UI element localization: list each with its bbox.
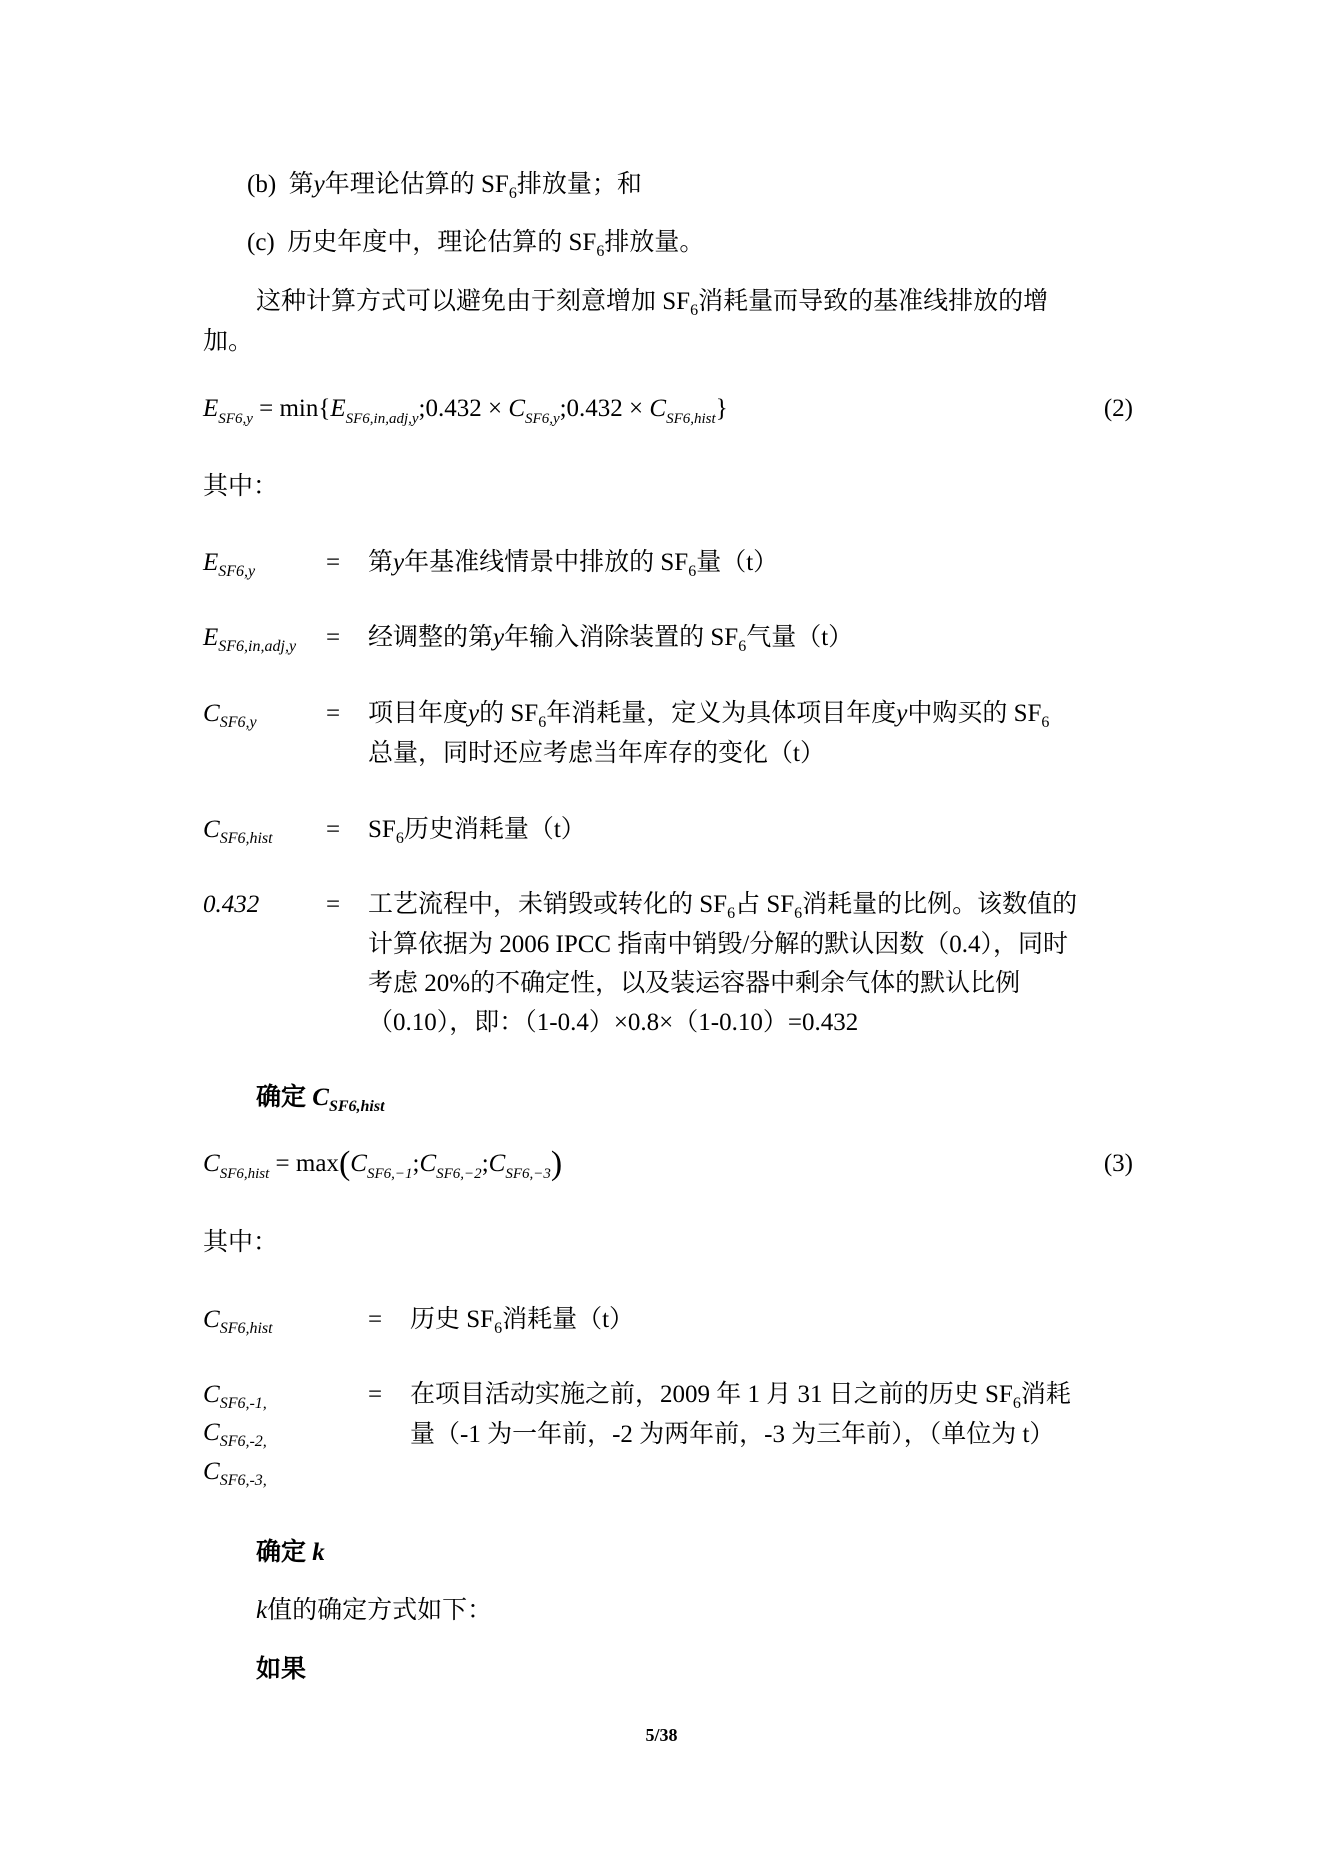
- item-label: (b): [247, 171, 277, 198]
- symbol: 0.432: [203, 891, 260, 918]
- symbol: $E_{SF6,in,adj,y}$: [203, 624, 297, 655]
- definition-text: 计算依据为 2006 IPCC 指南中销毁/分解的默认因数（0.4），同时: [368, 931, 1069, 958]
- item-label: (c): [247, 229, 275, 256]
- equals: =: [368, 1381, 383, 1408]
- symbol: $C_{SF6,-3,}$: [203, 1458, 267, 1489]
- definition-text: 经调整的第y年输入消除装置的 $SF_6$气量（t）: [368, 624, 854, 655]
- equation-3: $C_{SF6,hist}$ = $\max(C_{SF6,-1};C_{SF6,-2};C_{SF6,-3})$: [203, 1145, 563, 1182]
- equation-number: (3): [1103, 1150, 1133, 1177]
- equals: =: [326, 549, 341, 576]
- equals: =: [368, 1306, 383, 1333]
- section-heading: 确定 k: [256, 1539, 325, 1566]
- definition-text: 总量，同时还应考虑当年库存的变化（t）: [368, 740, 825, 767]
- definition-text: 历史 $SF_6$消耗量（t）: [410, 1306, 635, 1337]
- equation-2: $E_{SF6,y}$ = $\min\{E_{SF6,in,adj,y};0.432$ × $C_{SF6,y};0.432 \times C_{SF6,hist}$}: [203, 395, 728, 427]
- equation-number: (2): [1103, 395, 1133, 422]
- definition-text: 在项目活动实施之前，2009 年 1 月 31 日之前的历史 $SF_6$消耗: [410, 1381, 1071, 1412]
- definition-text: 工艺流程中，未销毁或转化的 $SF_6$占 $SF_6$消耗量的比例。该数值的: [368, 891, 1078, 922]
- symbol: $C_{SF6,hist}$: [203, 816, 273, 847]
- symbol: $C_{SF6,hist}$: [203, 1306, 273, 1337]
- symbol: $C_{SF6,-1,}$: [203, 1381, 267, 1412]
- symbol: $C_{SF6,y}$: [203, 700, 257, 731]
- definition-text: 第y年基准线情景中排放的 $SF_6$量（t）: [368, 549, 779, 580]
- paragraph-line: 加。: [203, 328, 254, 355]
- definition-text: $SF_6$历史消耗量（t）: [368, 816, 586, 847]
- section-heading: 确定 $C_{SF6,hist}$: [256, 1084, 385, 1115]
- list-item-b: (b) 第y年理论估算的 $SF_6$排放量；和: [247, 171, 642, 202]
- equals: =: [326, 816, 341, 843]
- if-heading: 如果: [256, 1656, 307, 1683]
- where-label: 其中：: [203, 473, 279, 500]
- definition-text: 项目年度y的 $SF_6$年消耗量，定义为具体项目年度y中购买的 $SF_6$: [368, 700, 1050, 731]
- equals: =: [326, 891, 341, 918]
- equals: =: [326, 700, 341, 727]
- paragraph-line: 这种计算方式可以避免由于刻意增加 $SF_6$消耗量而导致的基准线排放的增: [256, 288, 1049, 319]
- definition-text: （0.10），即：（1-0.4）×0.8×（1-0.10）=0.432: [368, 1009, 859, 1036]
- equals: =: [326, 624, 341, 651]
- page-number: 5/38: [645, 1725, 678, 1745]
- where-label: 其中：: [203, 1229, 279, 1256]
- symbol: $C_{SF6,-2,}$: [203, 1419, 267, 1450]
- symbol: $E_{SF6,y}$: [203, 549, 256, 580]
- paragraph-line: k值的确定方式如下：: [256, 1597, 493, 1624]
- definition-text: 量（-1 为一年前，-2 为两年前，-3 为三年前），（单位为 t）: [410, 1421, 1055, 1448]
- definition-text: 考虑 20%的不确定性，以及装运容器中剩余气体的默认比例: [368, 970, 1021, 997]
- list-item-c: (c) 历史年度中，理论估算的 $SF_6$排放量。: [247, 229, 705, 260]
